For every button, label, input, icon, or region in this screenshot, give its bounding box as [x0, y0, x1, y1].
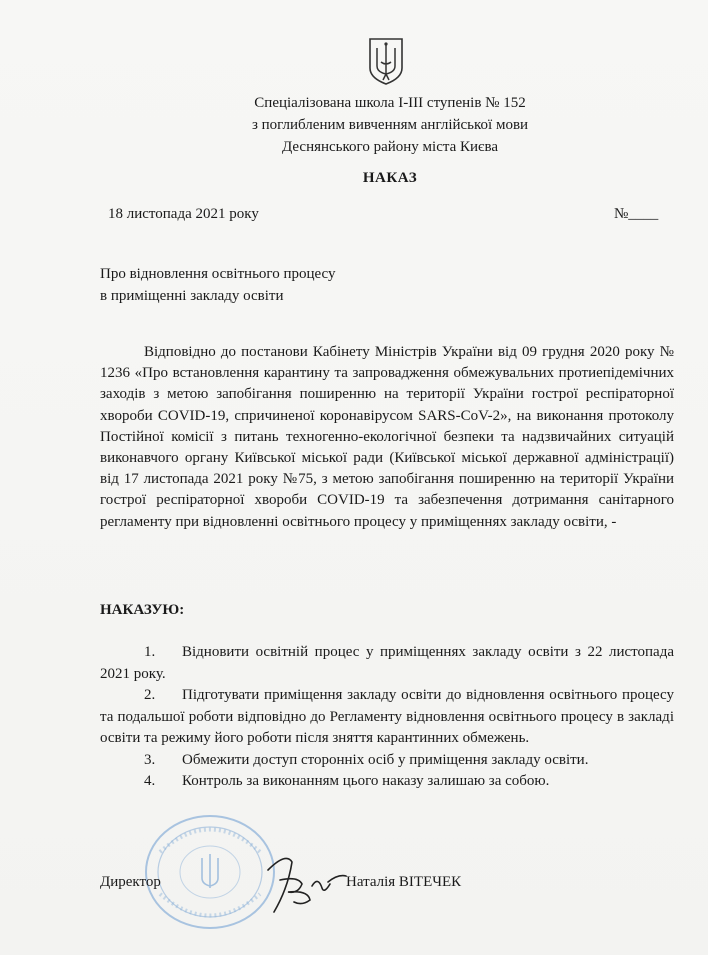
order-subject: [100, 263, 336, 307]
item-number: 3.: [144, 751, 156, 768]
org-line-3: Деснянського району міста Києва: [281, 139, 499, 155]
item-text: Підготувати приміщення закладу освіти до відновлення освітнього процесу та подальшої роботи відповідно до Регламенту відновлення освітнього процесу в закладі освіти та режиму його роботи після зняття карантинних обмежень.: [100, 687, 674, 746]
item-number: 2.: [144, 687, 156, 703]
order-item: [100, 642, 674, 685]
org-line-2: з поглибленим вивченням англійської мови: [251, 117, 529, 133]
order-heading: НАКАЗУЮ:: [100, 602, 185, 618]
preamble-paragraph: Відповідно до постанови Кабінету Міністрів України від 09 грудня 2020 року № 1236 «Про встановлення карантину та запровадження обмежувальних протиепідемічних заходів з метою запобігання поширенню на території України гострої респіраторної хвороби COVID-19, спричиненої коронавірусом SARS-CoV-2», на виконання протоколу Постійної комісії з питань техногенно-екологічної безпеки та надзвичайних ситуацій виконавчого органу Київської міської ради (Київської міської державної адміністрації) від 17 листопада 2021 року №75, з метою запобігання поширенню на території України гострої респіраторної хвороби COVID-19 та забезпечення дотримання санітарного регламенту при відновленні освітнього процесу у приміщеннях закладу освіти, -: [100, 344, 674, 530]
order-item: [100, 685, 674, 750]
subject-line-2: в приміщенні закладу освіти: [100, 288, 284, 304]
item-number: 4.: [144, 773, 156, 789]
document-title: НАКАЗ: [362, 170, 418, 186]
signatory-role: Директор: [100, 874, 161, 890]
order-date: 18 листопада 2021 року: [108, 206, 259, 222]
item-number: 1.: [144, 644, 156, 660]
organization-header: [150, 92, 630, 158]
trident-emblem-icon: [366, 36, 406, 86]
order-number: №____: [614, 206, 659, 222]
order-items-list: [100, 642, 674, 793]
subject-line-1: Про відновлення освітнього процесу: [100, 266, 336, 282]
handwritten-signature-icon: [258, 840, 348, 920]
org-line-1: Спеціалізована школа І-ІІІ ступенів № 152: [254, 95, 526, 111]
item-text: Контроль за виконанням цього наказу залишаю за собою.: [182, 773, 550, 789]
signatory-name: Наталія ВІТЕЧЕК: [346, 874, 462, 890]
order-item: [100, 771, 674, 793]
item-text: Обмежити доступ сторонніх осіб у приміщення закладу освіти.: [182, 751, 589, 768]
item-text: Відновити освітній процес у приміщеннях закладу освіти з 22 листопада 2021 року.: [100, 644, 674, 682]
order-item: [100, 750, 674, 772]
